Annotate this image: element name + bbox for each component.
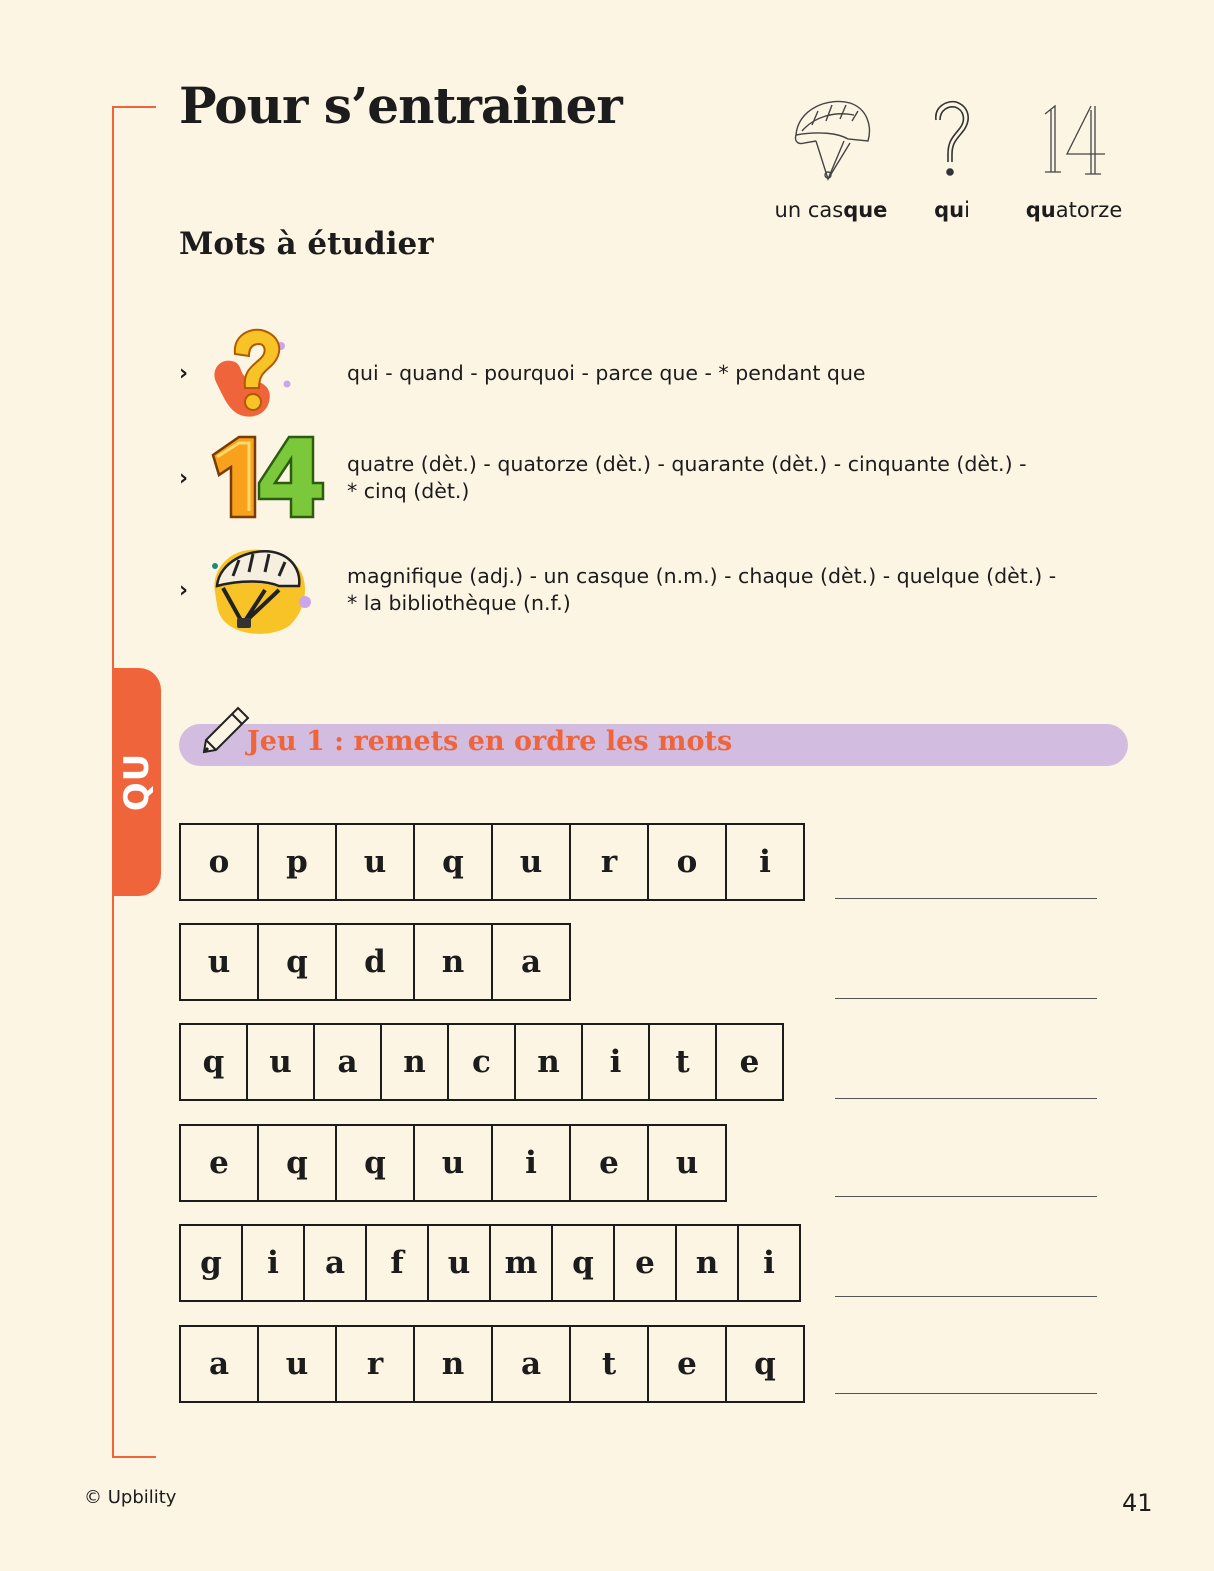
letter-row-3 xyxy=(179,1023,784,1101)
answer-line-1[interactable] xyxy=(835,898,1097,899)
letter-tile: n xyxy=(413,923,493,1001)
answer-line-6[interactable] xyxy=(835,1393,1097,1394)
letter-tile: e xyxy=(715,1023,784,1101)
question-mark-sketch-icon xyxy=(887,90,1017,190)
letter-tile: q xyxy=(257,1124,337,1202)
side-tab-label: QU xyxy=(116,752,157,812)
letter-tile: u xyxy=(427,1224,491,1302)
helmet-illustration-icon xyxy=(209,540,347,640)
letter-tile: a xyxy=(491,923,571,1001)
letter-tile: a xyxy=(313,1023,382,1101)
letter-tile: u xyxy=(179,923,259,1001)
word-group-question xyxy=(179,323,866,423)
letter-tile: t xyxy=(648,1023,717,1101)
letter-tile: a xyxy=(303,1224,367,1302)
page-title: Pour s’entrainer xyxy=(179,76,622,135)
letter-tile: e xyxy=(569,1124,649,1202)
letter-tile: e xyxy=(613,1224,677,1302)
section-subtitle: Mots à étudier xyxy=(179,226,434,262)
letter-tile: e xyxy=(179,1124,259,1202)
pencil-icon xyxy=(200,704,252,760)
letter-tile: i xyxy=(581,1023,650,1101)
chevron-right-icon: › xyxy=(179,577,189,603)
letter-tile: n xyxy=(380,1023,449,1101)
letter-tile: i xyxy=(491,1124,571,1202)
word-group-line: magnifique (adj.) - un casque (n.m.) - chaque (dèt.) - quelque (dèt.) - xyxy=(347,564,1057,588)
answer-line-3[interactable] xyxy=(835,1098,1097,1099)
word-group-numbers xyxy=(179,428,1026,528)
letter-tile: u xyxy=(647,1124,727,1202)
letter-tile: u xyxy=(413,1124,493,1202)
letter-tile: e xyxy=(647,1325,727,1403)
letter-tile: o xyxy=(179,823,259,901)
letter-tile: q xyxy=(413,823,493,901)
letter-tile: n xyxy=(675,1224,739,1302)
letter-tile: u xyxy=(257,1325,337,1403)
letter-tile: q xyxy=(551,1224,615,1302)
letter-tile: d xyxy=(335,923,415,1001)
answer-line-5[interactable] xyxy=(835,1296,1097,1297)
word-group-line: qui - quand - pourquoi - parce que - * pendant que xyxy=(347,360,866,385)
letter-tile: n xyxy=(413,1325,493,1403)
letter-row-1 xyxy=(179,823,805,901)
example-word-casque: un casque xyxy=(766,90,896,222)
answer-line-2[interactable] xyxy=(835,998,1097,999)
copyright-text: © Upbility xyxy=(84,1487,177,1508)
letter-tile: i xyxy=(737,1224,801,1302)
letter-tile: i xyxy=(241,1224,305,1302)
page-number: 41 xyxy=(1122,1489,1153,1517)
letter-tile: r xyxy=(335,1325,415,1403)
letter-tile: p xyxy=(257,823,337,901)
letter-tile: q xyxy=(257,923,337,1001)
letter-row-5 xyxy=(179,1224,801,1302)
exercise-banner xyxy=(179,724,1128,766)
number-14-illustration-icon xyxy=(209,428,347,528)
helmet-sketch-icon xyxy=(766,90,896,190)
letter-tile: u xyxy=(335,823,415,901)
word-group-helmet xyxy=(179,540,1056,640)
example-word-qui: qui xyxy=(887,90,1017,222)
letter-tile: a xyxy=(179,1325,259,1403)
word-group-line: * la bibliothèque (n.f.) xyxy=(347,591,571,615)
letter-tile: f xyxy=(365,1224,429,1302)
letter-tile: o xyxy=(647,823,727,901)
chevron-right-icon: › xyxy=(179,360,189,386)
letter-row-2 xyxy=(179,923,571,1001)
letter-tile: m xyxy=(489,1224,553,1302)
example-word-quatorze: quatorze xyxy=(1009,90,1139,222)
number-14-sketch-icon xyxy=(1009,90,1139,190)
letter-tile: c xyxy=(447,1023,516,1101)
letter-tile: q xyxy=(725,1325,805,1403)
letter-tile: q xyxy=(335,1124,415,1202)
letter-row-6 xyxy=(179,1325,805,1403)
word-group-line: * cinq (dèt.) xyxy=(347,479,470,503)
answer-line-4[interactable] xyxy=(835,1196,1097,1197)
letter-tile: u xyxy=(246,1023,315,1101)
letter-tile: g xyxy=(179,1224,243,1302)
exercise-title: Jeu 1 : remets en ordre les mots xyxy=(247,726,733,757)
letter-tile: q xyxy=(179,1023,248,1101)
letter-tile: n xyxy=(514,1023,583,1101)
letter-tile: u xyxy=(491,823,571,901)
letter-tile: i xyxy=(725,823,805,901)
letter-tile: r xyxy=(569,823,649,901)
letter-tile: t xyxy=(569,1325,649,1403)
word-group-line: quatre (dèt.) - quatorze (dèt.) - quarante (dèt.) - cinquante (dèt.) - xyxy=(347,452,1027,476)
chevron-right-icon: › xyxy=(179,465,189,491)
side-tab xyxy=(112,668,161,896)
question-mark-illustration-icon xyxy=(209,323,347,423)
letter-tile: a xyxy=(491,1325,571,1403)
letter-row-4 xyxy=(179,1124,727,1202)
